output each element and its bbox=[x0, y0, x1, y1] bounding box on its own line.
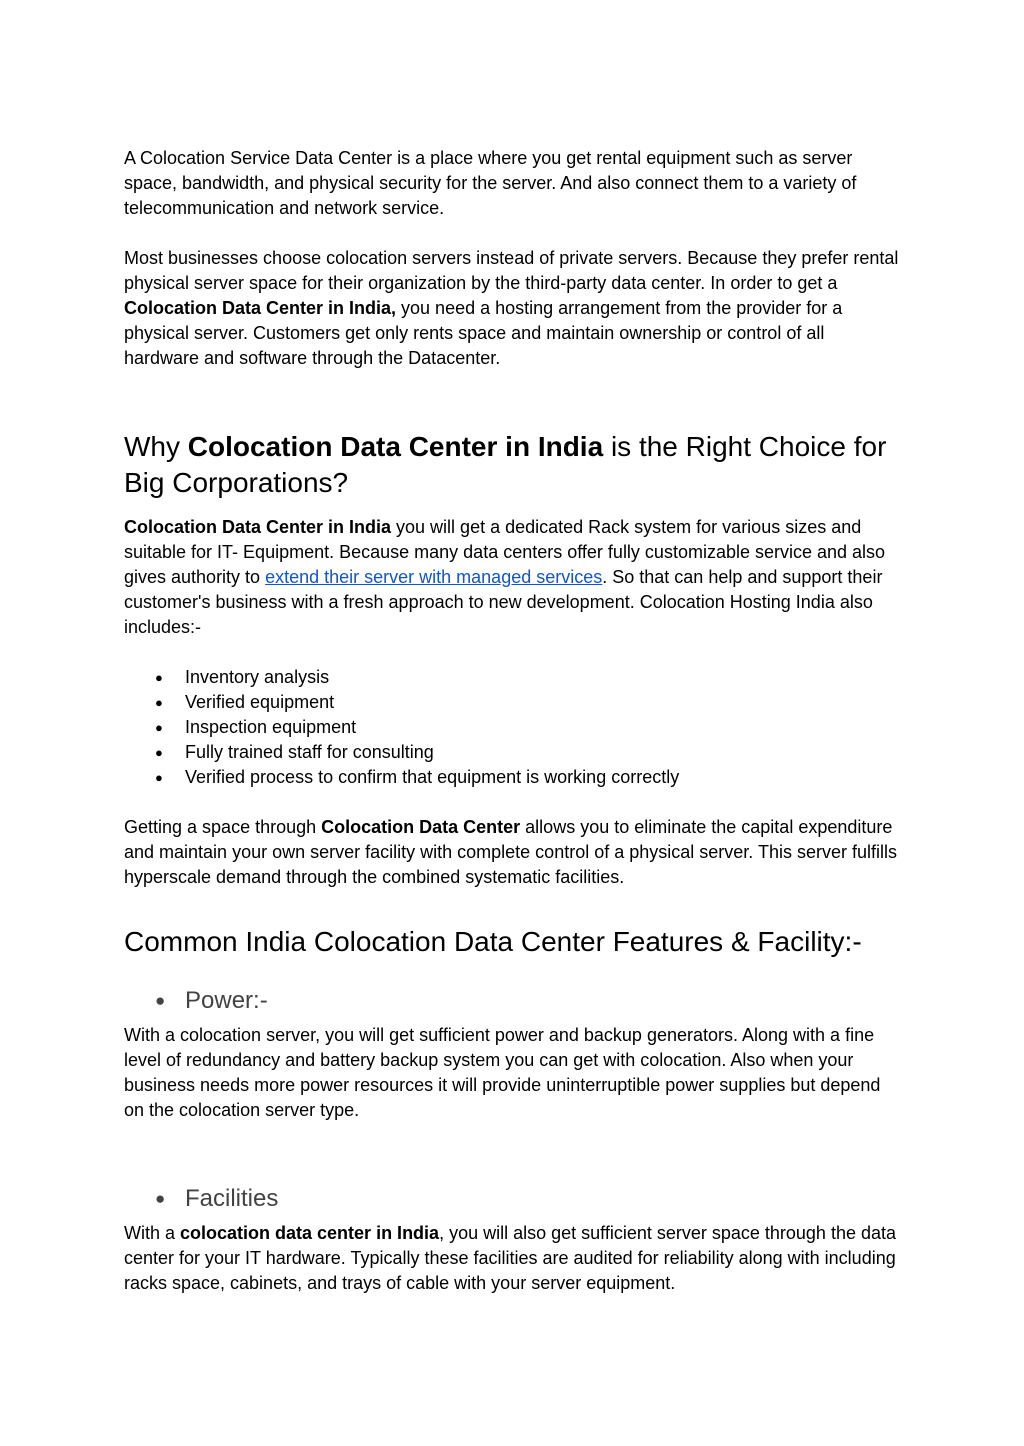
power-subheading bbox=[124, 986, 904, 1016]
document-page bbox=[124, 146, 904, 1296]
facilities-subheading bbox=[124, 1184, 904, 1214]
why-paragraph bbox=[124, 515, 904, 640]
facilities-p-bold: colocation data center in India bbox=[180, 1223, 440, 1243]
intro-paragraph-2 bbox=[124, 246, 904, 371]
why-p-text-a: you will get a dedicated Rack system for various sizes and suitable for IT- Equipment. Because many data centers offer fully customizable service and also gives authority to bbox=[124, 517, 886, 587]
facilities-title: Facilities bbox=[185, 1185, 279, 1212]
why-heading-bold: Colocation Data Center in India bbox=[187, 431, 604, 462]
list-item: ● Verified equipment bbox=[124, 690, 904, 715]
space-p-text-a: Getting a space through bbox=[124, 817, 322, 837]
power-title: Power:- bbox=[185, 987, 268, 1014]
space-paragraph bbox=[124, 815, 904, 890]
intro-p2-bold: Colocation Data Center in India, bbox=[124, 298, 397, 318]
space-p-bold: Colocation Data Center bbox=[321, 817, 521, 837]
intro-p2-text-a: Most businesses choose colocation servers instead of private servers. Because they prefer rental physical server space for their organization by the third-party data center. In order to get a bbox=[124, 248, 899, 293]
bullet-icon: ● bbox=[155, 1189, 166, 1208]
managed-services-link[interactable]: extend their server with managed services bbox=[265, 567, 603, 587]
list-item: ● Verified process to confirm that equipment is working correctly bbox=[124, 765, 904, 790]
features-heading: Common India Colocation Data Center Features & Facility:- bbox=[124, 926, 862, 957]
facilities-p-text-a: With a bbox=[124, 1223, 181, 1243]
why-p-bold: Colocation Data Center in India bbox=[124, 517, 392, 537]
facilities-paragraph bbox=[124, 1221, 904, 1296]
list-item: ● Inspection equipment bbox=[124, 715, 904, 740]
why-p-text-b: . So that can help and support their customer's business with a fresh approach to new development. Colocation Hosting India also includes:- bbox=[124, 567, 883, 637]
intro-paragraph-1: A Colocation Service Data Center is a place where you get rental equipment such as server space, bandwidth, and physical security for the server. And also connect them to a variety of telecommunication and network service. bbox=[124, 148, 857, 218]
intro-p2-text-b: you need a hosting arrangement from the provider for a physical server. Customers get only rents space and maintain ownership or control of all hardware and software through the Datacenter. bbox=[124, 298, 843, 368]
why-heading-text-b: is the Right Choice for Big Corporations? bbox=[124, 431, 887, 498]
power-paragraph: With a colocation server, you will get sufficient power and backup generators. Along with a fine level of redundancy and battery backup system you can get with colocation. Also when your business needs more power resources it will provide uninterruptible power supplies but depend on the colocation server type. bbox=[124, 1025, 881, 1120]
why-heading-text-a: Why bbox=[124, 431, 188, 462]
bullet-icon: ● bbox=[155, 991, 166, 1010]
list-item: ● Fully trained staff for consulting bbox=[124, 740, 904, 765]
includes-list bbox=[124, 665, 904, 790]
facilities-p-text-b: , you will also get sufficient server space through the data center for your IT hardware. Typically these facilities are audited for reliability along with including racks space, cabinets, and trays of cable with your server equipment. bbox=[124, 1223, 897, 1293]
space-p-text-b: allows you to eliminate the capital expenditure and maintain your own server facility with complete control of a physical server. This server fulfills hyperscale demand through the combined systematic facilities. bbox=[124, 817, 897, 887]
list-item: ● Inventory analysis bbox=[124, 665, 904, 690]
why-heading bbox=[124, 429, 904, 501]
